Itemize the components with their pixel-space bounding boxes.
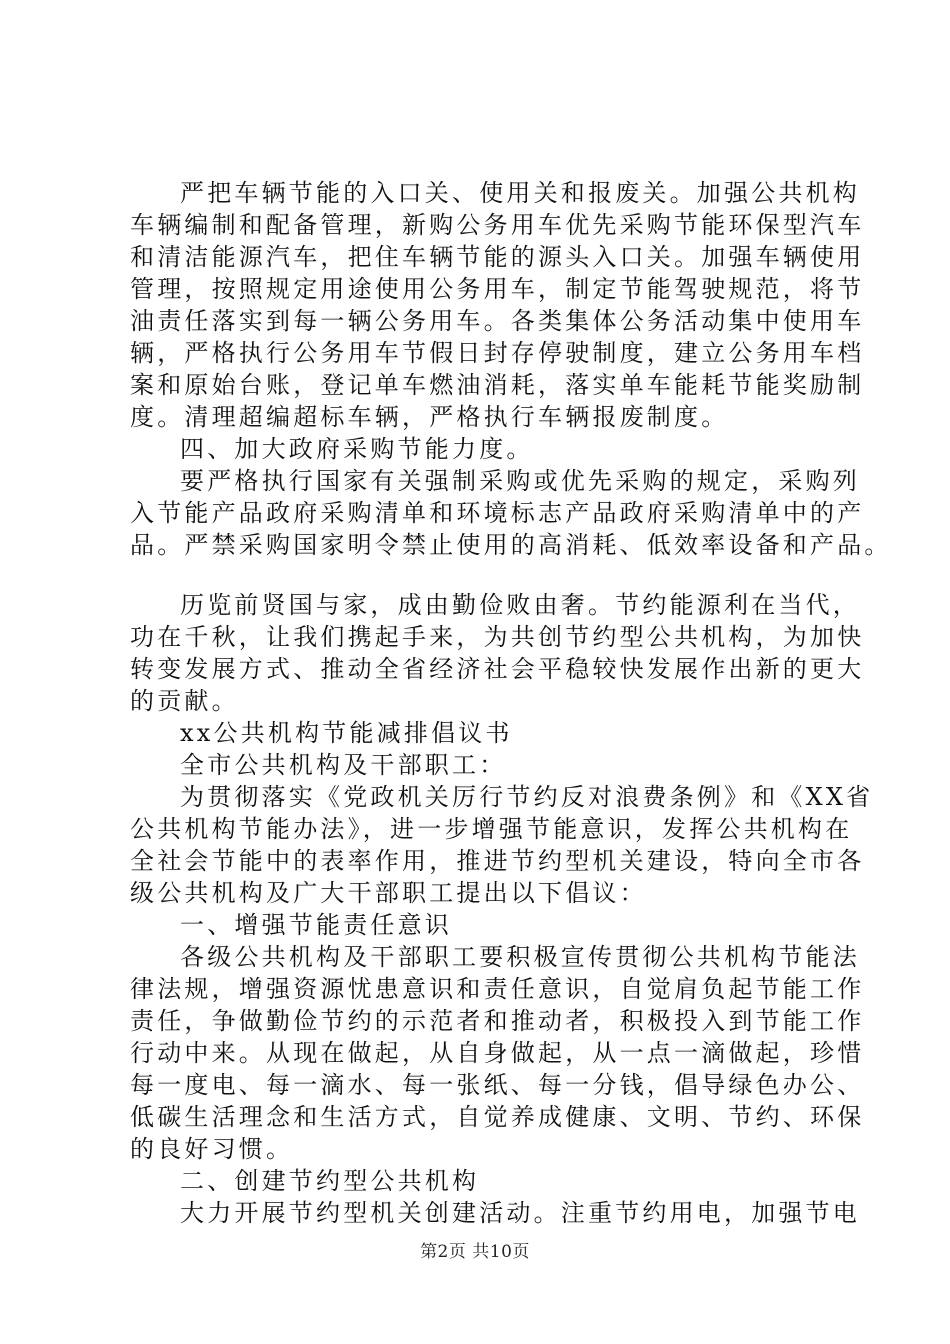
text-line: 每一度电、每一滴水、每一张纸、每一分钱，倡导绿色办公、 [130, 1071, 865, 1099]
text-line: 案和原始台账，登记单车燃油消耗，落实单车能耗节能奖励制 [130, 371, 865, 399]
section-heading: 四、加大政府采购节能力度。 [180, 435, 534, 463]
text-line: 行动中来。从现在做起，从自身做起，从一点一滴做起，珍惜 [130, 1039, 865, 1067]
text-line: 低碳生活理念和生活方式，自觉养成健康、文明、节约、环保 [130, 1103, 865, 1131]
document-title: xx公共机构节能减排倡议书 [180, 719, 513, 747]
text-line: 的贡献。 [130, 687, 239, 715]
text-line: 和清洁能源汽车，把住车辆节能的源头入口关。加强车辆使用 [130, 243, 865, 271]
page-number-footer: 第2页 共10页 [420, 1242, 530, 1262]
text-line: 油责任落实到每一辆公务用车。各类集体公务活动集中使用车 [130, 307, 865, 335]
text-line: 品。严禁采购国家明令禁止使用的高消耗、低效率设备和产品。 [130, 531, 892, 559]
section-heading: 二、创建节约型公共机构 [180, 1167, 480, 1195]
text-line: 大力开展节约型机关创建活动。注重节约用电，加强节电 [180, 1199, 860, 1227]
text-line: 严把车辆节能的入口关、使用关和报废关。加强公共机构 [180, 179, 860, 207]
salutation: 全市公共机构及干部职工： [180, 751, 507, 779]
text-line: 要严格执行国家有关强制采购或优先采购的规定，采购列 [180, 467, 860, 495]
text-line: 全社会节能中的表率作用，推进节约型机关建设，特向全市各 [130, 847, 865, 875]
text-line: 度。清理超编超标车辆，严格执行车辆报废制度。 [130, 403, 729, 431]
section-heading: 一、增强节能责任意识 [180, 911, 452, 939]
text-line: 管理，按照规定用途使用公务用车，制定节能驾驶规范，将节 [130, 275, 865, 303]
text-line: 功在千秋，让我们携起手来，为共创节约型公共机构，为加快 [130, 623, 865, 651]
text-line: 车辆编制和配备管理，新购公务用车优先采购节能环保型汽车 [130, 211, 865, 239]
text-line: 的良好习惯。 [130, 1135, 294, 1163]
text-line: 律法规，增强资源忧患意识和责任意识，自觉肩负起节能工作 [130, 975, 865, 1003]
text-line: 入节能产品政府采购清单和环境标志产品政府采购清单中的产 [130, 499, 865, 527]
text-line: 责任，争做勤俭节约的示范者和推动者，积极投入到节能工作 [130, 1007, 865, 1035]
text-line: 历览前贤国与家，成由勤俭败由奢。节约能源利在当代， [180, 591, 860, 619]
text-line: 级公共机构及广大干部职工提出以下倡议： [130, 879, 647, 907]
text-line: 转变发展方式、推动全省经济社会平稳较快发展作出新的更大 [130, 655, 865, 683]
text-line: 各级公共机构及干部职工要积极宣传贯彻公共机构节能法 [180, 943, 860, 971]
text-line: 为贯彻落实《党政机关厉行节约反对浪费条例》和《XX省 [180, 783, 874, 811]
text-line: 辆，严格执行公务用车节假日封存停驶制度，建立公务用车档 [130, 339, 865, 367]
text-line: 公共机构节能办法》，进一步增强节能意识，发挥公共机构在 [130, 815, 853, 843]
